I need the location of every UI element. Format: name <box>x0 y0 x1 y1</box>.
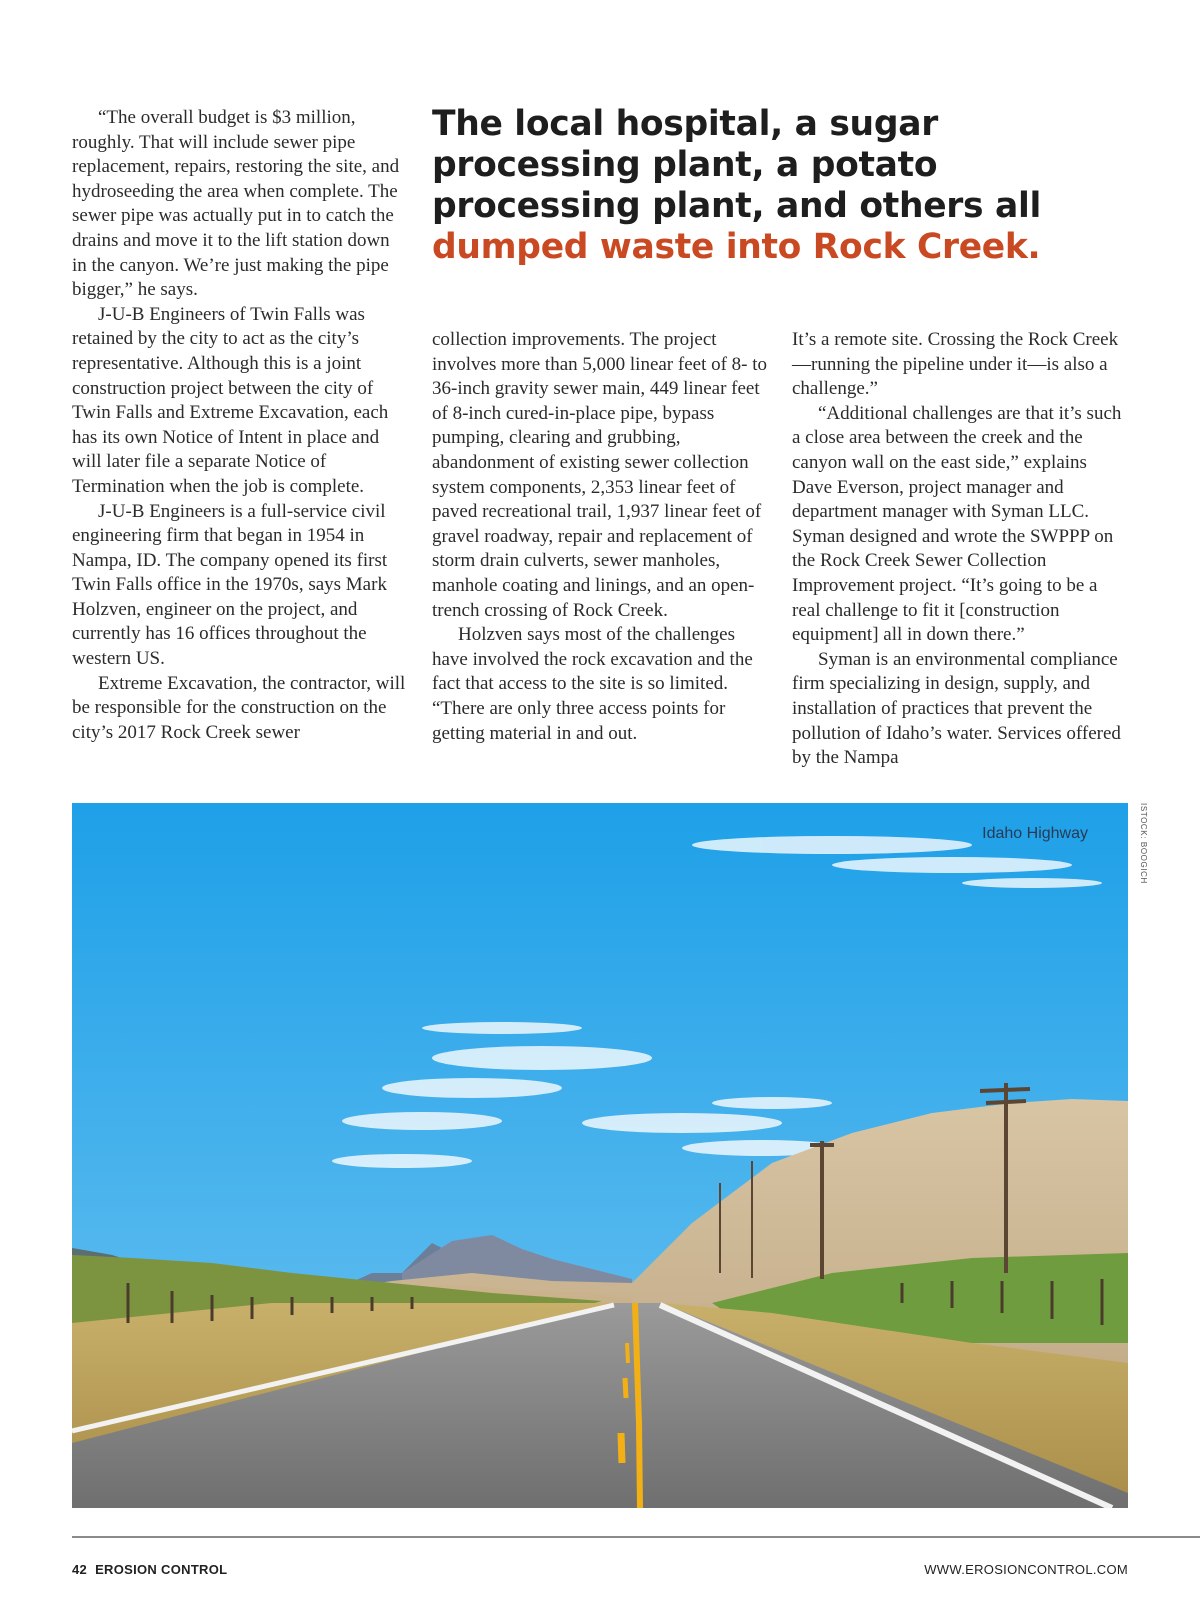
footer-divider <box>72 1536 1200 1538</box>
article-column-2 <box>432 328 768 746</box>
photo-caption: Idaho Highway <box>982 825 1088 842</box>
article-paragraph: collection improvements. The project involves more than 5,000 linear feet of 8- to 36-inch gravity sewer main, 449 linear feet of 8-inch cured-in-place pipe, bypass pumping, clearing and grubbing, abandonment of existing sewer collection system components, 2,353 linear feet of paved recreational trail, 1,937 linear feet of gravel roadway, repair and replacement of storm drain culverts, sewer manholes, manhole coating and linings, and an open-trench crossing of Rock Creek. <box>432 329 768 621</box>
pull-quote <box>432 104 1072 268</box>
article-paragraph: J-U-B Engineers of Twin Falls was retained by the city to act as the city’s representative. Although this is a joint construction project between the city of Twin Falls and Extreme Excavation, each has its own Notice of Intent in place and will later file a separate Notice of Termination when the job is complete. <box>72 303 389 497</box>
highway-photo-illustration <box>72 803 1128 1508</box>
page-number: 42 <box>72 1562 88 1577</box>
highway-photo <box>72 803 1128 1508</box>
footer-left <box>72 1562 227 1577</box>
article-paragraph: “Additional challenges are that it’s such a close area between the creek and the canyon wall on the east side,” explains Dave Everson, project manager and department manager with Syman LLC. Syman designed and wrote the SWPPP on the Rock Creek Sewer Collection Improvement project. “It’s going to be a real challenge to fit it [construction equipment] all in down there.” <box>792 402 1122 646</box>
article-paragraph: Extreme Excavation, the contractor, will be responsible for the construction on the city’s 2017 Rock Creek sewer <box>72 672 406 743</box>
photo-credit: ISTOCK: BOOGICH <box>1139 803 1148 884</box>
article-column-3 <box>792 328 1128 771</box>
pull-quote-lead: The local hospital, a sugar processing plant, a potato processing plant, and others all <box>432 104 1041 226</box>
pull-quote-accent: dumped waste into Rock Creek. <box>432 227 1041 267</box>
article-paragraph: It’s a remote site. Crossing the Rock Creek—running the pipeline under it—is also a challenge.” <box>792 329 1119 400</box>
article-column-1 <box>72 106 408 745</box>
publication-name: EROSION CONTROL <box>95 1562 228 1577</box>
footer-website: WWW.EROSIONCONTROL.COM <box>924 1562 1128 1577</box>
article-paragraph: J-U-B Engineers is a full-service civil engineering firm that began in 1954 in Nampa, ID. The company opened its first Twin Falls office in the 1970s, says Mark Holzven, engineer on the project, and currently has 16 offices throughout the western US. <box>72 500 388 670</box>
article-paragraph: “The overall budget is $3 million, roughly. That will include sewer pipe replacement, repairs, restoring the site, and hydroseeding the area when complete. The sewer pipe was actually put in to catch the drains and move it to the lift station down in the canyon. We’re just making the pipe bigger,” he says. <box>72 107 400 301</box>
article-paragraph: Holzven says most of the challenges have involved the rock excavation and the fact that access to the site is so limited. “There are only three access points for getting material in and out. <box>432 624 753 744</box>
article-paragraph: Syman is an environmental compliance firm specializing in design, supply, and installation of practices that prevent the pollution of Idaho’s water. Services offered by the Nampa <box>792 648 1121 769</box>
